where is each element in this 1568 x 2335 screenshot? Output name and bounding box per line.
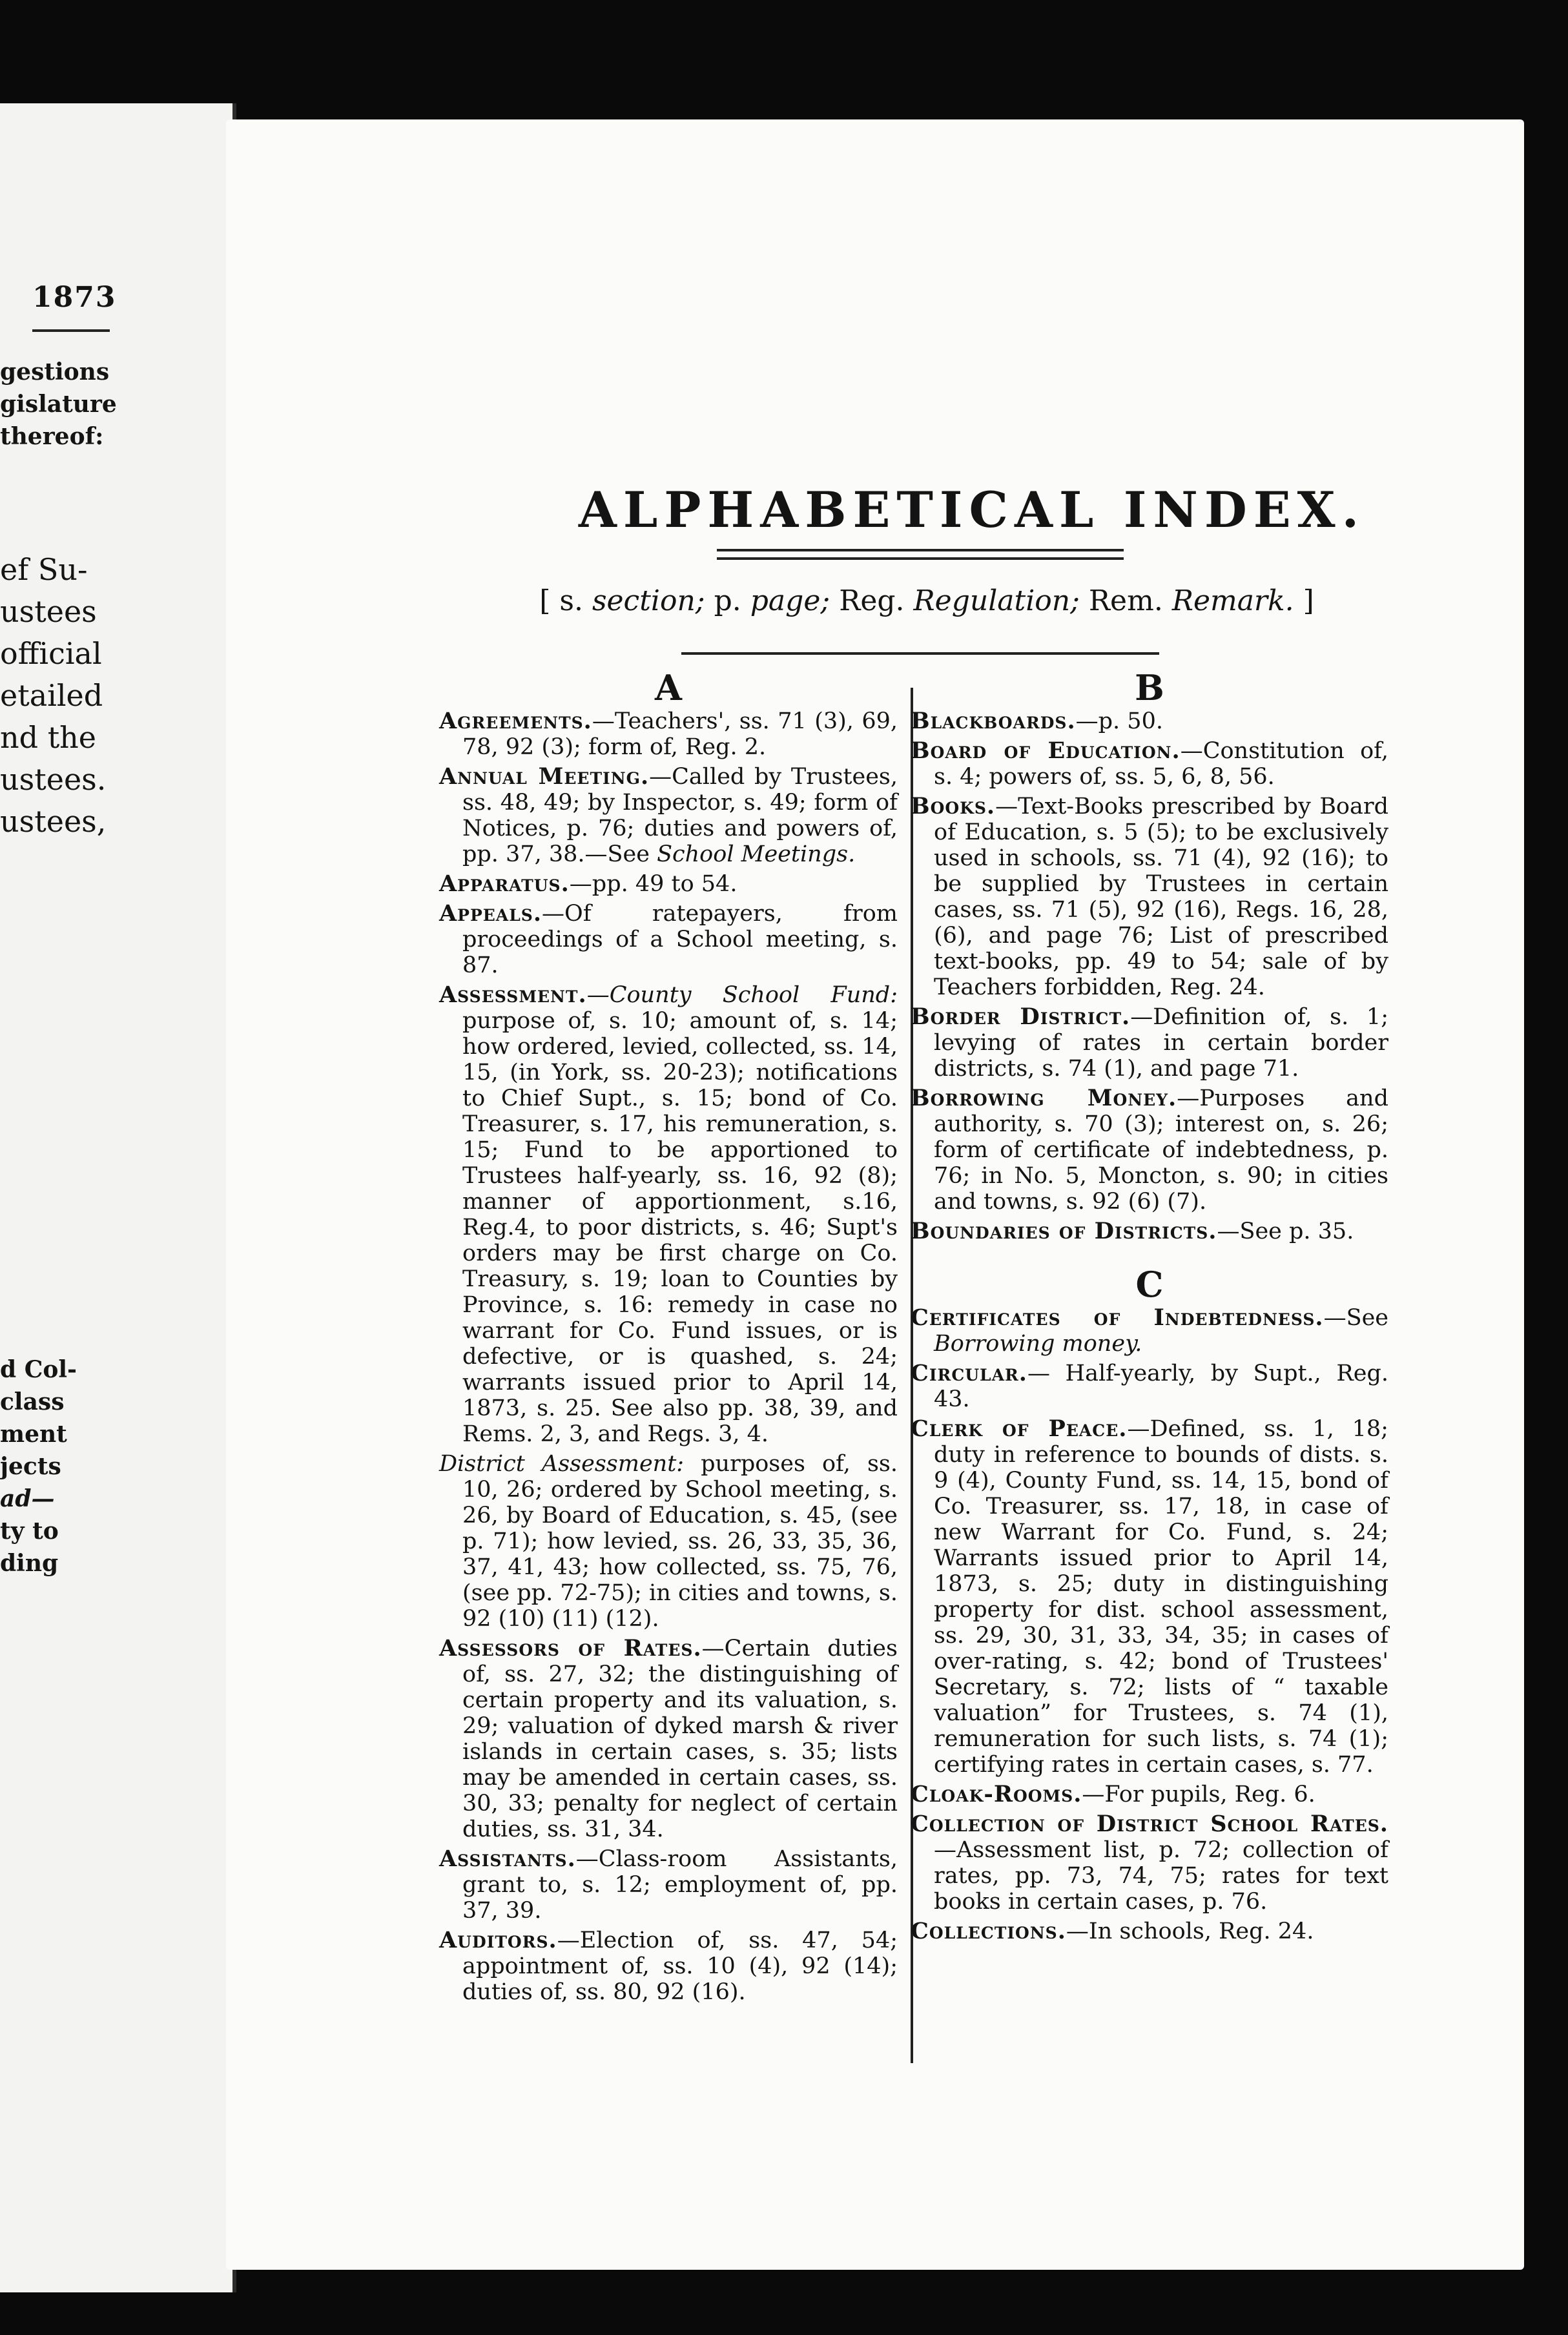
index-entry [439,764,898,867]
entry-text: —For pupils, Reg. 6. [1082,1782,1315,1807]
entry-heading: Circular. [911,1360,1027,1386]
left-line: ding [0,1550,59,1577]
entries-b [911,708,1388,1244]
left-line: gestions [0,358,110,386]
index-entry [911,1811,1388,1915]
left-line: ustees, [0,804,107,839]
entries-a [439,708,898,2005]
index-entry [439,708,898,760]
entry-heading: Boundaries of Districts. [911,1218,1217,1244]
left-line: ty to [0,1517,59,1545]
index-entry [911,1361,1388,1412]
entry-text: —Defined, ss. 1, 18; duty in reference to bounds of dists. s. 9 (4), County Fund, ss. 14, 15, bond of Co. Treasurer, ss. 17, 18, in case of new Warrant for Co. Fund, s. 24; Warrants issued prior to April 14, 1873, s. 25; duty in distinguishing property for dist. school assessment, ss. 29, 30, 31, 33, 34, 35; in cases of over-rating, s. 42; bond of Trustees' Secretary, s. 72; lists of “ taxable valuation” for Trustees, s. 74 (1), remuneration for such lists, s. 74 (1); certifying rates in certain cases, s. 77. [934,1416,1388,1778]
left-line: class [0,1388,65,1415]
entry-heading: Assistants. [439,1846,576,1872]
entry-text: —See [1323,1305,1388,1331]
entry-heading: Blackboards. [911,708,1076,734]
left-line: d Col- [0,1356,77,1383]
entry-heading: Agreements. [439,708,592,734]
index-column-a [439,667,898,2009]
entry-text: —pp. 49 to 54. [569,871,738,897]
page-title: ALPHABETICAL INDEX. [578,481,1366,539]
index-entry [439,901,898,978]
entry-heading: Certificates of Indebtedness. [911,1304,1324,1331]
entry-see-reference: School Meetings. [657,841,856,867]
entry-italic-lead: District Assessment: [439,1451,685,1477]
entry-heading: Board of Education. [911,737,1181,764]
left-line: ustees [0,594,97,629]
key-rem-word: Remark. [1171,584,1294,617]
index-entry [911,1305,1388,1357]
index-entry [911,1416,1388,1778]
key-reg-word: Regulation [913,584,1071,617]
entry-text: —Teachers', ss. 71 (3), 69, 78, 92 (3); form of, Reg. 2. [462,708,898,760]
section-letter-b: B [1135,667,1164,708]
entry-text: purposes of, ss. 10, 26; ordered by School meeting, s. 26, by Board of Education, s. 45, (see p. 71); how levied, ss. 26, 33, 35, 36, 37, 41, 43; how collected, ss. 75, 76, (see pp. 72-75); in cities and towns, s. 92 (10) (11) (12). [462,1451,898,1632]
entry-text: —Election of, ss. 47, 54; appointment of, ss. 10 (4), 92 (14); duties of, ss. 80, 92 (16). [462,1928,898,2005]
left-page-year: 1873 [32,281,117,314]
entry-heading: Assessors of Rates. [439,1635,702,1661]
index-entry [911,1085,1388,1215]
entry-text: —Called by Trustees, ss. 48, 49; by Inspector, s. 49; form of Notices, p. 76; duties and powers of, pp. 37, 38.—See [462,764,898,867]
entry-text: —Certain duties of, ss. 27, 32; the distinguishing of certain property and its valuation, s. 29; valuation of dyked marsh & river islands in certain cases, s. 35; lists may be amended in certain cases, ss. 30, 33; penalty for neglect of certain duties, ss. 31, 34. [462,1636,898,1842]
entry-text: —Assessment list, p. 72; collection of rates, pp. 73, 74, 75; rates for text books in certain cases, p. 76. [934,1837,1388,1915]
index-column-b [911,667,1388,1948]
entry-heading: Assessment. [439,982,587,1008]
left-line: ef Su- [0,552,88,587]
entry-heading: Cloak-Rooms. [911,1781,1082,1807]
key-s-word: section [592,584,696,617]
entry-text: —See p. 35. [1217,1219,1354,1244]
key-rem-abbr: Rem. [1088,584,1163,617]
entry-heading: Collections. [911,1918,1066,1944]
key-open-bracket: [ [539,584,551,617]
entry-heading: Border District. [911,1003,1131,1030]
section-letter-a: A [655,667,682,708]
index-entry [439,1846,898,1924]
index-entry [911,1004,1388,1082]
left-line: etailed [0,678,103,713]
left-line: official [0,636,102,671]
index-entry [911,1782,1388,1807]
entry-text: —Text-Books prescribed by Board of Education, s. 5 (5); to be exclusively used in schools, ss. 71 (4), 92 (16); to be supplied by Trustees in certain cases, ss. 71 (5), 92 (16), Regs. 16, 28, (6), and page 76; List of prescribed text-books, pp. 49 to 54; sale of by Teachers forbidden, Reg. 24. [934,794,1388,1000]
index-entry [911,738,1388,790]
key-close-bracket: ] [1303,584,1314,617]
key-reg-abbr: Reg. [839,584,905,617]
index-entry [439,1636,898,1842]
left-page-rule [32,329,110,332]
section-letter-c: C [1135,1264,1164,1305]
entry-heading: Apparatus. [439,870,570,897]
entry-text: —In schools, Reg. 24. [1066,1918,1314,1944]
index-entry [911,708,1388,734]
left-line: ment [0,1421,67,1448]
key-p-word: page [750,584,821,617]
index-entry [911,1219,1388,1244]
title-rule [717,549,1124,551]
index-entry [439,982,898,1447]
left-line: nd the [0,720,97,755]
entry-text: —Constitution of, s. 4; powers of, ss. 5, 6, 8, 56. [934,738,1388,790]
index-page [226,119,1524,2270]
entry-italic-lead: —County School Fund: [586,982,898,1008]
entry-text: — Half-yearly, by Supt., Reg. 43. [934,1361,1388,1412]
left-line: ustees. [0,762,107,797]
entry-heading: Books. [911,793,996,819]
left-line: ad— [0,1485,55,1512]
key-s-abbr: s. [559,584,583,617]
entry-text: —Definition of, s. 1; levying of rates in certain border districts, s. 74 (1), and page 71. [934,1004,1388,1082]
left-line: gislature [0,391,117,418]
left-line: thereof: [0,423,104,450]
entry-heading: Collection of District School Rates. [911,1811,1388,1837]
entry-heading: Clerk of Peace. [911,1415,1128,1442]
entry-see-reference: Borrowing money. [934,1331,1142,1357]
index-entry [439,1928,898,2005]
entry-text: —p. 50. [1075,708,1163,734]
left-line: jects [0,1453,61,1480]
entry-heading: Appeals. [439,900,542,927]
entries-c [911,1305,1388,1944]
entry-heading: Annual Meeting. [439,763,650,790]
entry-text: —Purposes and authority, s. 70 (3); interest on, s. 26; form of certificate of indebtedness, p. 76; in No. 5, Moncton, s. 90; in cities and towns, s. 92 (6) (7). [934,1085,1388,1215]
key-rule [681,652,1159,655]
index-entry [911,1918,1388,1944]
entry-heading: Borrowing Money. [911,1085,1177,1111]
entry-text: —Of ratepayers, from proceedings of a School meeting, s. 87. [462,901,898,978]
left-facing-page [0,103,236,2292]
title-rule [717,557,1124,560]
abbreviation-key: [ s. section; p. page; Reg. Regulation; Rem. Remark. ] [539,584,1314,617]
entry-heading: Auditors. [439,1927,557,1953]
index-entry [439,1451,898,1632]
key-p-abbr: p. [714,584,741,617]
index-entry [911,794,1388,1000]
index-entry [439,871,898,897]
entry-text: purpose of, s. 10; amount of, s. 14; how ordered, levied, collected, ss. 14, 15, (in York, ss. 20-23); notifications to Chief Supt., s. 15; bond of Co. Treasurer, s. 17, his remuneration, s. 15; Fund to be apportioned to Trustees half-yearly, ss. 16, 92 (8); manner of apportionment, s.16, Reg.4, to poor districts, s. 46; Supt's orders may be first charge on Co. Treasury, s. 19; loan to Counties by Province, s. 16: remedy in case no warrant for Co. Fund issues, or is defective, or is quashed, s. 24; warrants issued prior to April 14, 1873, s. 25. See also pp. 38, 39, and Rems. 2, 3, and Regs. 3, 4. [462,1008,898,1447]
entry-text: —Class-room Assistants, grant to, s. 12; employment of, pp. 37, 39. [462,1846,898,1924]
